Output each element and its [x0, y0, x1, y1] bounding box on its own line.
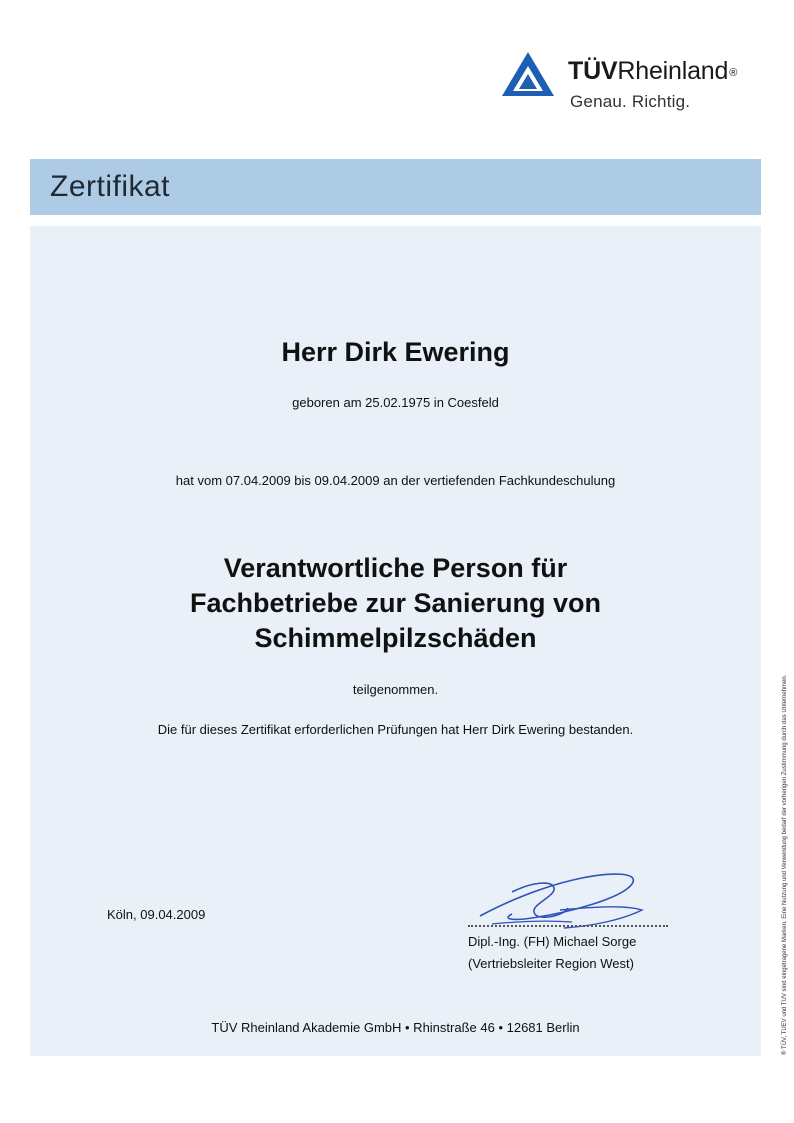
brand-bold: TÜV [568, 57, 618, 85]
signature-line [468, 925, 668, 927]
participated-text: teilgenommen. [352, 682, 439, 697]
attendance-text: hat vom 07.04.2009 bis 09.04.2009 an der vertiefenden Fachkundeschulung [175, 473, 616, 488]
birth-info: geboren am 25.02.1975 in Coesfeld [292, 395, 499, 410]
recipient-name: Herr Dirk Ewering [281, 337, 510, 367]
handwritten-signature [472, 864, 652, 944]
registered-mark: ® [729, 67, 738, 79]
triangle-logo-icon [500, 50, 556, 98]
course-title [30, 551, 761, 656]
brand-tagline: Genau. Richtig. [570, 92, 691, 111]
signer-name: Dipl.-Ing. (FH) Michael Sorge [468, 934, 637, 949]
course-title-line-1: Verantwortliche Person für [223, 553, 568, 583]
certificate-title: Zertifikat [50, 170, 171, 203]
course-title-line-2: Fachbetriebe zur Sanierung von [189, 588, 602, 618]
brand-name [568, 56, 737, 86]
exam-passed-text: Die für dieses Zertifikat erforderlichen Prüfungen hat Herr Dirk Ewering bestanden. [157, 722, 634, 737]
signer-role: (Vertriebsleiter Region West) [468, 956, 634, 971]
title-band [30, 159, 761, 215]
place-and-date: Köln, 09.04.2009 [107, 907, 206, 922]
tuv-rheinland-logo [500, 46, 780, 126]
trademark-note: ® TÜV, TUEV und TUV sind eingetragene Marken. Eine Nutzung und Verwendung bedarf der vorherigen Zustimmung durch das Unternehmen. [782, 674, 788, 1055]
brand-light: Rheinland [617, 57, 729, 85]
issuer-address: TÜV Rheinland Akademie GmbH • Rhinstraße 46 • 12681 Berlin [211, 1020, 580, 1035]
course-title-line-3: Schimmelpilzschäden [254, 623, 537, 653]
